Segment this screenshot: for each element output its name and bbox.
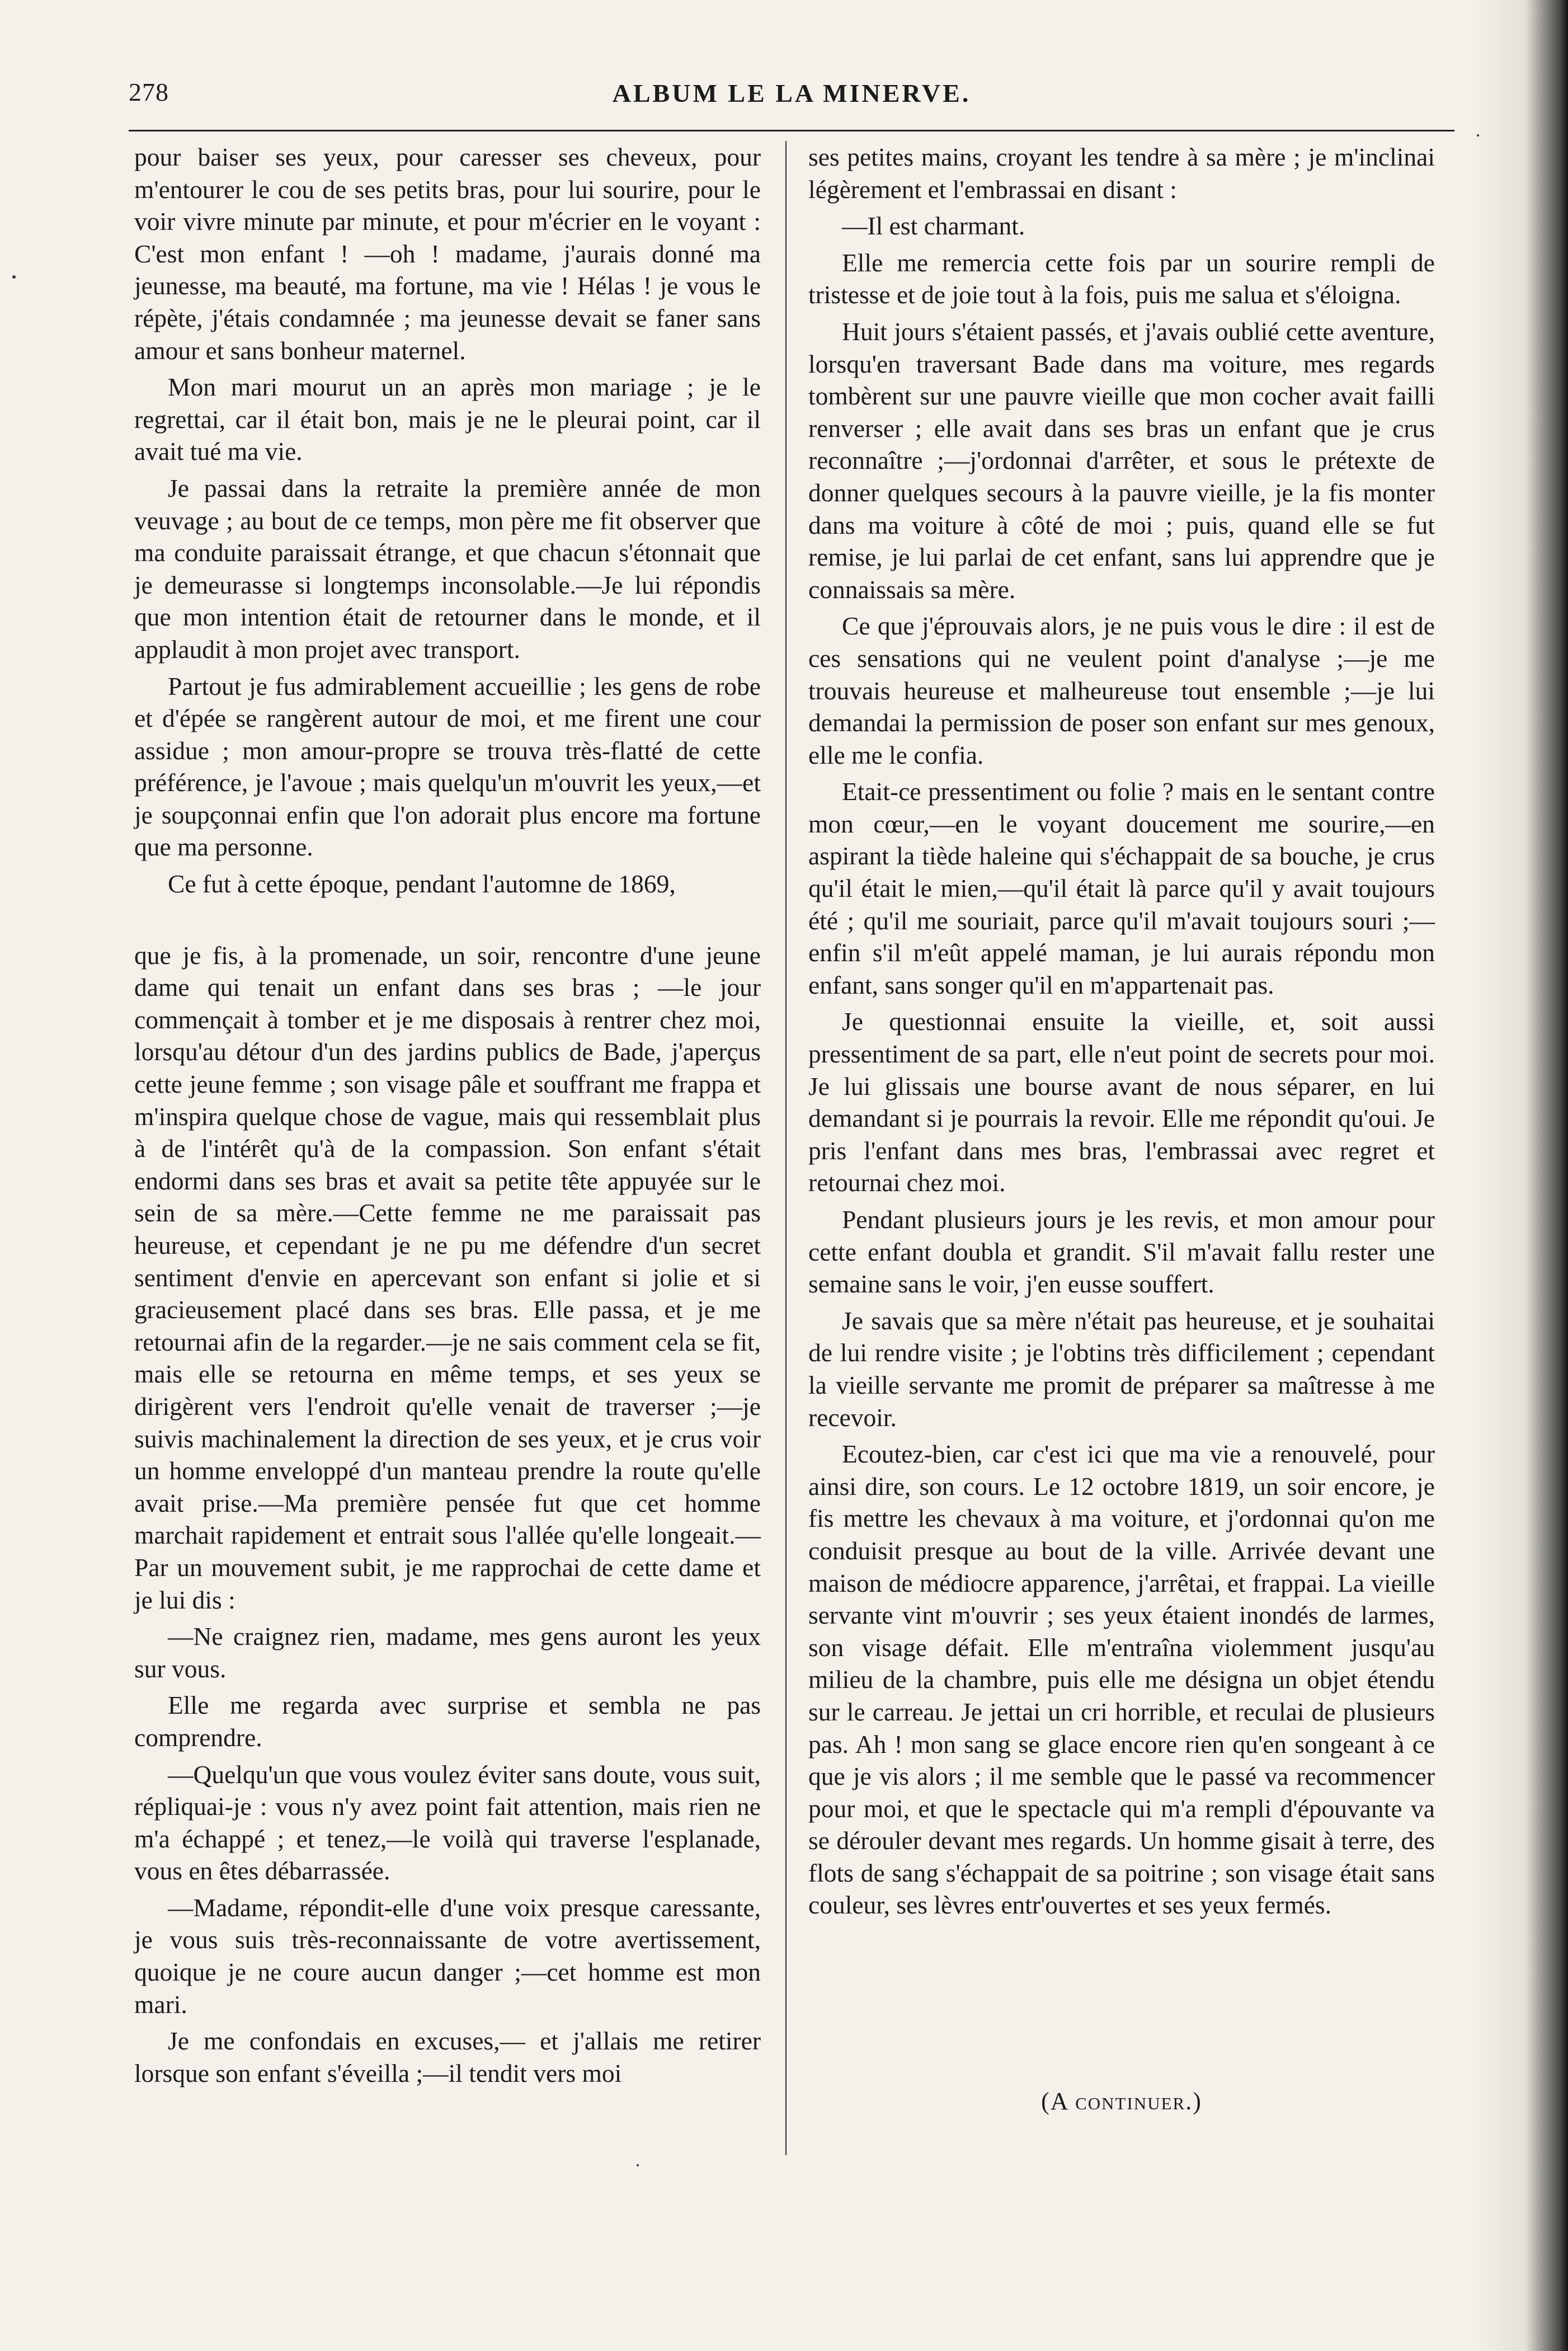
paragraph: Ecoutez-bien, car c'est ici que ma vie a renouvelé, pour ainsi dire, son cours. Le 12 octobre 1819, un soir encore, je fis mettre les chevaux à ma voiture, et j'ordonnai qu'on me conduisit presque au bout de la ville. Arrivée devant une maison de médiocre apparence, j'arrêtai, et frappai. La vieille servante vint m'ouvrir ; ses yeux étaient inondés de larmes, son visage défait. Elle m'entraîna violemment jusqu'au milieu de la chambre, puis elle me désigna un objet étendu sur le carreau. Je jettai un cri horrible, et reculai de plusieurs pas. Ah ! mon sang se glace encore rien qu'en songeant à ce que je vis alors ; il me semble que le passé va recommencer pour moi, et que le spectacle qui m'a rempli d'épouvante va se dérouler devant mes regards. Un homme gisait à terre, des flots de sang s'échappait de sa poitrine ; son visage était sans couleur, ses lèvres entr'ouvertes et ses yeux fermés. [808, 1440, 1435, 1920]
paragraph: —Madame, répondit-elle d'une voix presque caressante, je vous suis très-reconnaissante de votre avertissement, quoique je ne coure aucun danger ;—cet homme est mon mari. [134, 1893, 761, 2019]
to-be-continued-note [808, 2087, 1435, 2115]
left-column [134, 141, 761, 2155]
paragraph: Ce fut à cette époque, pendant l'automne de 1869, [168, 869, 676, 899]
running-title: ALBUM LE LA MINERVE. [612, 79, 971, 107]
paragraph: Elle me remercia cette fois par un sourire rempli de tristesse et de joie tout à la fois, puis me salua et s'éloigna. [808, 248, 1435, 309]
ink-speck [1477, 134, 1479, 137]
paragraph: Je questionnai ensuite la vieille, et, soit aussi pressentiment de sa part, elle n'eut point de secrets pour moi. Je lui glissais une bourse avant de nous séparer, en lui demandant si je pourrais la revoir. Elle me répondit qu'oui. Je pris l'enfant dans mes bras, l'embrassai avec regret et retournai chez moi. [808, 1007, 1435, 1197]
paragraph: Pendant plusieurs jours je les revis, et mon amour pour cette enfant doubla et grandit. S'il m'avait fallu rester une semaine sans le voir, j'en eusse souffert. [808, 1205, 1435, 1299]
paragraph: Partout je fus admirablement accueillie ; les gens de robe et d'épée se rangèrent autour de moi, et me firent une cour assidue ; mon amour-propre se trouva très-flatté de cette préférence, je l'avoue ; mais quelqu'un m'ouvrit les yeux,—et je soupçonnai enfin que l'on adorait plus encore ma fortune que ma personne. [134, 671, 761, 862]
paragraph: —Il est charmant. [842, 211, 1025, 241]
continuer-close: .) [1185, 2087, 1202, 2115]
paragraph: Mon mari mourut un an après mon mariage ; je le regrettai, car il était bon, mais je ne le pleurai point, car il avait tué ma vie. [134, 373, 761, 466]
paragraph: Je me confondais en excuses,— et j'allais me retirer lorsque son enfant s'éveilla ;—il tendit vers moi [134, 2026, 761, 2087]
page-edge-shadow [1473, 0, 1568, 2351]
header-rule [129, 130, 1454, 131]
paragraph: —Ne craignez rien, madame, mes gens auront les yeux sur vous. [134, 1622, 761, 1683]
paragraph: Je savais que sa mère n'était pas heureuse, et je souhaitai de lui rendre visite ; je l'obtins très difficilement ; cependant la vieille servante me promit de préparer sa maîtresse à me recevoir. [808, 1306, 1435, 1432]
paragraph: Ce que j'éprouvais alors, je ne puis vous le dire : il est de ces sensations qui ne veulent point d'analyse ;—je me trouvais heureuse et malheureuse tout ensemble ;—je lui demandai la permission de poser son enfant sur mes genoux, elle me le confia. [808, 612, 1435, 769]
right-column [808, 141, 1435, 2099]
column-rule [785, 141, 787, 2155]
ink-speck [12, 275, 16, 279]
paragraph: que je fis, à la promenade, un soir, rencontre d'une jeune dame qui tenait un enfant dans ses bras ; —le jour commençait à tomber et je me disposais à rentrer chez moi, lorsqu'au détour d'un des jardins publics de Bade, j'aperçus cette jeune femme ; son visage pâle et souffrant me frappa et m'inspira quelque chose de vague, mais qui ressemblait plus à de l'intérêt qu'à de la compassion. Son enfant s'était endormi dans ses bras et avait sa petite tête appuyée sur le sein de sa mère.—Cette femme ne me paraissait pas heureuse, et cependant je ne pu me défendre d'un secret sentiment d'envie en apercevant son enfant si jolie et si gracieusement placé dans ses bras. Elle passa, et je me retournai afin de la regarder.—je ne sais comment cela se fit, mais elle se retourna en même temps, et ses yeux se dirigèrent vers l'endroit qu'elle venait de traverser ;—je suivis machinalement la direction de ses yeux, et je crus voir un homme enveloppé d'un manteau prendre la route qu'elle avait prise.—Ma première pensée fut que cet homme marchait rapidement et entrait sous l'allée qu'elle longeait.— Par un mouvement subit, je me rapprochai de cette dame et je lui dis : [134, 941, 761, 1614]
continuer-open: (A [1041, 2087, 1076, 2115]
paragraph: ses petites mains, croyant les tendre à sa mère ; je m'inclinai légèrement et l'embrassai en disant : [808, 143, 1435, 204]
paragraph: Elle me regarda avec surprise et sembla ne pas comprendre. [134, 1691, 761, 1752]
paragraph: Etait-ce pressentiment ou folie ? mais en le sentant contre mon cœur,—en le voyant doucement me sourire,—en aspirant la tiède haleine qui s'échappait de sa bouche, je crus qu'il était le mien,—qu'il était là parce qu'il y avait toujours été ; qu'il me souriait, parce qu'il m'avait toujours souri ;—enfin s'il m'eût appelé maman, je lui aurais répondu mon enfant, sans songer qu'il en m'appartenait pas. [808, 777, 1435, 999]
page-number: 278 [129, 78, 169, 106]
continuer-word: continuer [1075, 2087, 1186, 2115]
paragraph: pour baiser ses yeux, pour caresser ses cheveux, pour m'entourer le cou de ses petits bras, pour lui sourire, pour le voir vivre minute par minute, et pour m'écrier en le voyant : C'est mon enfant ! —oh ! madame, j'aurais donné ma jeunesse, ma beauté, ma fortune, ma vie ! Hélas ! je vous le répète, j'étais condamnée ; ma jeunesse devait se faner sans amour et sans bonheur maternel. [134, 143, 761, 365]
ink-speck [637, 2164, 639, 2166]
page-header [129, 73, 1454, 123]
paragraph: —Quelqu'un que vous voulez éviter sans doute, vous suit, répliquai-je : vous n'y avez point fait attention, mais rien ne m'a échappé ; et tenez,—le voilà qui traverse l'esplanade, vous en êtes débarrassée. [134, 1760, 761, 1885]
paragraph: Huit jours s'étaient passés, et j'avais oublié cette aventure, lorsqu'en traversant Bade dans ma voiture, mes regards tombèrent sur une pauvre vieille que mon cocher avait failli renverser ; elle avait dans ses bras un enfant que je crus reconnaître ;—j'ordonnai d'arrêter, et sous le prétexte de donner quelques secours à la pauvre vieille, je la fis monter dans ma voiture à côté de moi ; puis, quand elle se fut remise, je lui parlai de cet enfant, sans lui apprendre que je connaissais sa mère. [808, 317, 1435, 604]
paragraph: Je passai dans la retraite la première année de mon veuvage ; au bout de ce temps, mon père me fit observer que ma conduite paraissait étrange, et que chacun s'étonnait que je demeurasse si longtemps inconsolable.—Je lui répondis que mon intention était de retourner dans le monde, et il applaudit à mon projet avec transport. [134, 473, 761, 664]
